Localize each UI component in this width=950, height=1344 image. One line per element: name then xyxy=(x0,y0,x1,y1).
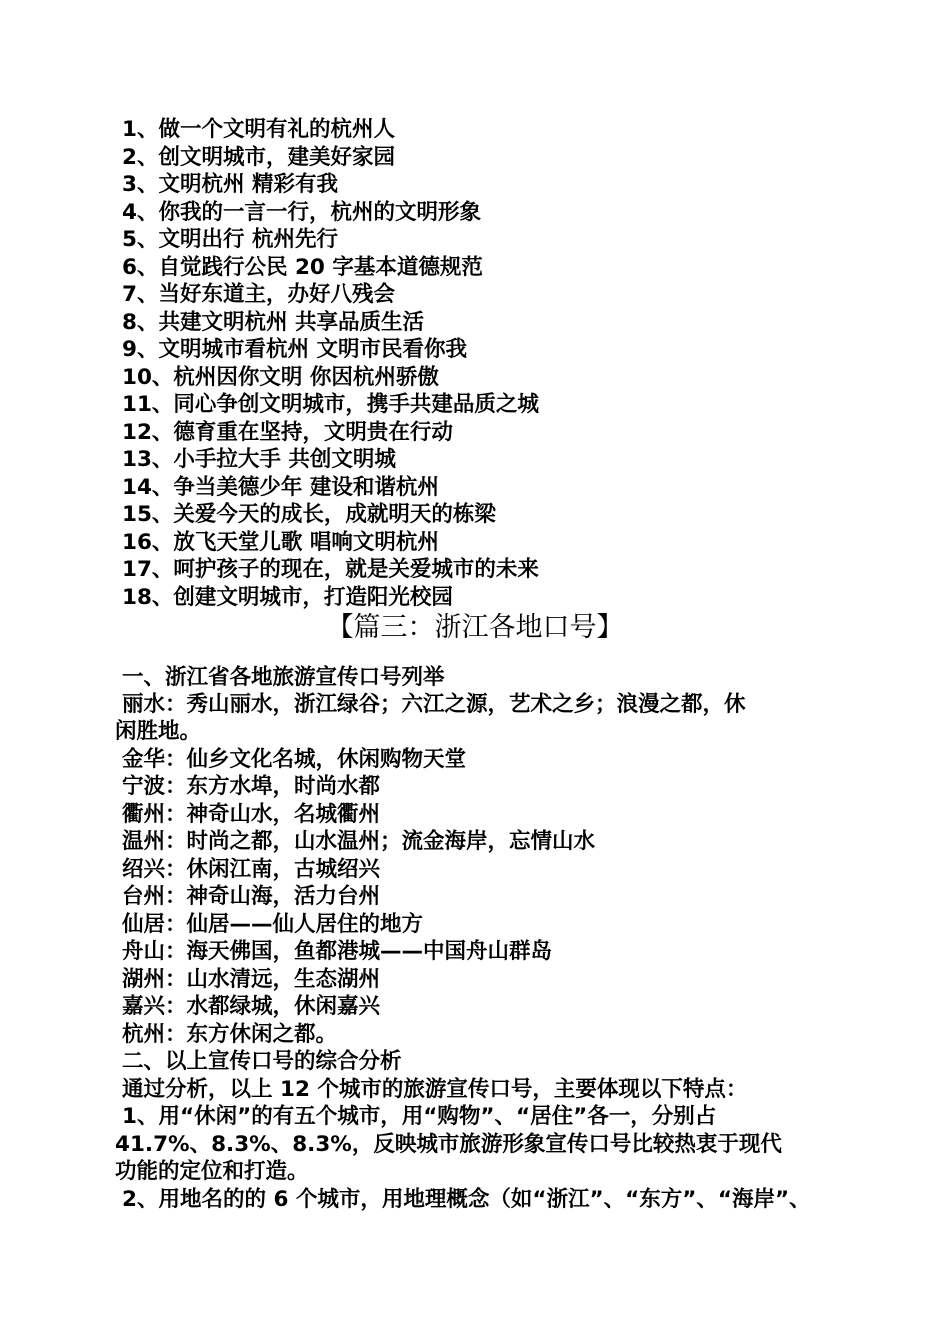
list-item: 10、杭州因你文明 你因杭州骄傲 xyxy=(122,365,439,390)
paragraph-line: 嘉兴：水都绿城，休闲嘉兴 xyxy=(122,994,381,1019)
list-item: 17、呵护孩子的现在，就是关爱城市的未来 xyxy=(122,557,539,582)
list-item: 18、创建文明城市，打造阳光校园 xyxy=(122,585,453,610)
list-item: 4、你我的一言一行，杭州的文明形象 xyxy=(122,200,481,225)
paragraph-line: 温州：时尚之都，山水温州；流金海岸，忘情山水 xyxy=(122,829,596,854)
list-item: 9、文明城市看杭州 文明市民看你我 xyxy=(122,337,467,362)
list-item: 11、同心争创文明城市，携手共建品质之城 xyxy=(122,392,539,417)
list-item: 15、关爱今天的成长，成就明天的栋梁 xyxy=(122,502,496,527)
section-heading: 【篇三：浙江各地口号】 xyxy=(326,612,624,643)
paragraph-line: 仙居：仙居——仙人居住的地方 xyxy=(122,912,424,937)
list-item: 7、当好东道主，办好八残会 xyxy=(122,282,395,307)
list-item: 13、小手拉大手 共创文明城 xyxy=(122,447,396,472)
paragraph-line: 舟山：海天佛国，鱼都港城——中国舟山群岛 xyxy=(122,939,553,964)
paragraph-line: 金华：仙乡文化名城，休闲购物天堂 xyxy=(122,747,467,772)
paragraph-line: 台州：神奇山海，活力台州 xyxy=(122,884,381,909)
list-item: 5、文明出行 杭州先行 xyxy=(122,227,338,252)
list-item: 12、德育重在坚持，文明贵在行动 xyxy=(122,420,453,445)
paragraph-line: 1、用“休闲”的有五个城市，用“购物”、“居住”各一，分别占 xyxy=(122,1104,717,1129)
subheading: 二、以上宣传口号的综合分析 xyxy=(122,1049,402,1074)
paragraph-line: 宁波：东方水埠，时尚水都 xyxy=(122,774,381,799)
paragraph-line: 功能的定位和打造。 xyxy=(115,1159,309,1184)
paragraph-line: 41.7%、8.3%、8.3%，反映城市旅游形象宣传口号比较热衷于现代 xyxy=(115,1132,782,1157)
list-item: 3、文明杭州 精彩有我 xyxy=(122,172,338,197)
paragraph-line: 2、用地名的的 6 个城市，用地理概念（如“浙江”、“东方”、“海岸”、 xyxy=(122,1187,811,1212)
list-item: 2、创文明城市，建美好家园 xyxy=(122,145,395,170)
paragraph-line: 湖州：山水清远，生态湖州 xyxy=(122,967,381,992)
paragraph-line: 丽水：秀山丽水，浙江绿谷；六江之源，艺术之乡；浪漫之都，休 xyxy=(122,692,746,717)
list-item: 16、放飞天堂儿歌 唱响文明杭州 xyxy=(122,530,439,555)
list-item: 8、共建文明杭州 共享品质生活 xyxy=(122,310,424,335)
paragraph-line: 闲胜地。 xyxy=(115,719,202,744)
list-item: 14、争当美德少年 建设和谐杭州 xyxy=(122,475,439,500)
list-item: 6、自觉践行公民 20 字基本道德规范 xyxy=(122,255,483,280)
list-item: 1、做一个文明有礼的杭州人 xyxy=(122,117,395,142)
paragraph-line: 衢州：神奇山水，名城衢州 xyxy=(122,802,381,827)
subheading: 一、浙江省各地旅游宣传口号列举 xyxy=(122,665,445,690)
paragraph-line: 通过分析，以上 12 个城市的旅游宣传口号，主要体现以下特点： xyxy=(122,1077,748,1102)
paragraph-line: 绍兴：休闲江南，古城绍兴 xyxy=(122,857,381,882)
paragraph-line: 杭州：东方休闲之都。 xyxy=(122,1022,338,1047)
